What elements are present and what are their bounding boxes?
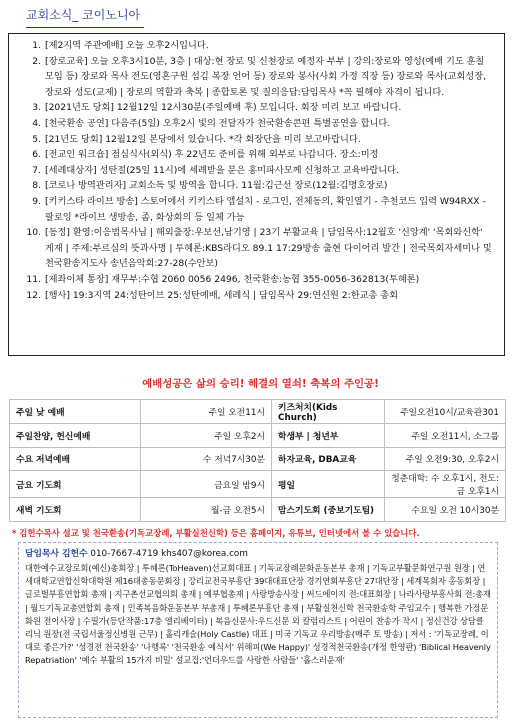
service-time: 수 저녁7시30분 [141, 447, 272, 471]
list-item [19, 288, 494, 304]
service-name: 평일 [272, 471, 385, 498]
item-number: 9. [32, 195, 41, 207]
item-number: 2. [32, 55, 41, 67]
item-text: [제좌이체 통장] 재무부:수협 2060 0056 2496, 천국환송:농협 355-0056-362813(투혜론) [45, 273, 420, 285]
service-name: 학생부 | 청년부 [272, 424, 385, 448]
item-number: 5. [32, 133, 41, 145]
pastor-contact: 010-7667-4719 khs407@korea.com [90, 549, 248, 559]
item-number: 6. [32, 149, 41, 161]
item-text: [키키스타 라이브 방송] 스토어에서 키키스타 앱설치 - 로그인, 전체동의, 확인열기 - 추천코드 입력 W94RXX - 팔로잉 *라이브 생방송, 좀, 화상회의 등 일체 가능 [45, 195, 486, 223]
pastor-title: 담임목사 김헌수 [25, 549, 88, 559]
pastor-profile [18, 542, 498, 718]
item-text: [동정] 환영:이응범목사님 | 해외출장:우보선,남기영 | 23기 부활교육 | 담임목사:12월호 '신앙계' '목회와신학' 게재 | 주제:부르심의 뜻과사명 | 투혜론:KBS라디오 89.1 17:29방송 출현 다이어리 발간 | 전국목회자세미나 및 천국환송지도사 송년음악회:27-28(수안보) [45, 227, 492, 270]
pastor-bio: 대한예수교장로회(예신)총회장 | 투혜론(ToHeaven)선교회대표 | 기독교장례문화운동본부 총재 | 기독교부활문화연구원 원장 | 연세대학교연합신학대학원 제16대총동문회장 | 강리교전국부흥단 39대대표단장 경기연회부흥단 27대단장 | 세계목회자 홍동회장 | 글로벌부흥연합회 총재 | 지구촌선교협의회 총재 | 예부협총재 | 사랑방송사장 | 써드에이지 전:대표회장 | 나라사랑부흥사회 전:총재 | 월드기독교총연합회 총재 | 민족복음화운동본부 부총재 | 투혜론부흥단 총재 | 부활실천신학 천국환송학 주임교수 | 행복한 가정문화원 전이사장 | 수필가(등단작품:17층 엘리베이터) | 복음신문사:우드신문 외 칼럼리스트 | 어린이 찬송가 작시 | 정신건강 상담클리닉 원장(전 국립서울정신병원 근무) | 홀리캐슬(Holy Castle) 대표 | 미국 기독교 우리방송(매주 토 방송) | 저서 : '기독교장례, 이대로 좋은가?' '성경전 천국환송' '나행록' '천국환송 예식서' 위해피(We Happy)' 성경적천국환송(개정 한영판) 'Biblical Heavenly Repatriation' '예수 부활의 15가지 비밀' 설교집:'언더우드를 사랑한 사람들' '홀스러운재' [25, 563, 491, 666]
list-item [19, 54, 494, 101]
list-item [19, 225, 494, 272]
item-number: 3. [32, 102, 41, 114]
service-time: 주일오전10시/교육관301 [385, 400, 506, 424]
notice-list [9, 34, 504, 303]
service-name: 새벽 기도회 [10, 498, 141, 522]
table-row [10, 498, 506, 522]
item-text: [전교인 워크숍] 점심식사(외식) 후 22년도 준비를 위해 외부로 나갑니다. 장소:미정 [45, 149, 379, 161]
service-name: 수요 저녁예배 [10, 447, 141, 471]
service-name: 키즈처치(Kids Church) [272, 400, 385, 424]
list-item [19, 163, 494, 179]
table-row [10, 424, 506, 448]
service-time: 주일 오전11시, 소그룹 [385, 424, 506, 448]
service-name: 맘스기도회 (중보기도팀) [272, 498, 385, 522]
service-name: 하자교육, DBA교육 [272, 447, 385, 471]
service-time: 주일 오후2시 [141, 424, 272, 448]
service-time: 청춘대학: 수 오후1시, 전도: 금 오후1시 [385, 471, 506, 498]
service-time: 주일 오전11시 [141, 400, 272, 424]
profile-header [25, 547, 491, 562]
service-time: 월-금 오전5시 [141, 498, 272, 522]
item-number: 8. [32, 180, 41, 192]
item-text: [행사] 19:3지역 24:성탄이브 25:성탄예배, 세례식 | 담임목사 29:연신원 2:한교총 총회 [45, 289, 399, 301]
list-item [19, 38, 494, 54]
item-text: [장로교육] 오늘 오후3시10분, 3층 | 대상:현 장로 및 신천장로 예정자 부부 | 강의:장로와 영성(예배 기도 훈칠 모임 등) 장로와 목사 전도(영혼구원 섬김 복장 언어 등) 장로와 봉사(사회 가정 직장 등) 장로와 목사(교회성장, 장로와 성도(교제) | 장로의 역할과 축복 | 종합토론 및 질의응답:담임목사 *꼭 필해야 자격이 됩니다. [45, 55, 486, 98]
table-row [10, 400, 506, 424]
list-item [19, 100, 494, 116]
item-number: 11. [26, 273, 41, 285]
item-number: 10. [26, 227, 41, 239]
list-item [19, 178, 494, 194]
item-number: 12. [26, 289, 41, 301]
service-time: 주일 오전9:30, 오후2시 [385, 447, 506, 471]
media-notice: * 김헌수목사 설교 및 천국환송(기독교장례, 부활실천신학) 등은 홈페이지, 유튜브, 인터넷에서 볼 수 있습니다. [12, 528, 420, 538]
service-name: 주일찬양, 헌신예배 [10, 424, 141, 448]
item-text: [21년도 당회] 12월12일 본당에서 있습니다. *각 회장단을 미리 보고바랍니다. [45, 133, 361, 145]
slogan: 예배성공은 삶의 승리! 해결의 열쇠! 축복의 주인공! [142, 378, 379, 390]
table-row [10, 471, 506, 498]
worship-schedule-table [9, 399, 506, 522]
service-name: 금요 기도회 [10, 471, 141, 498]
list-item [19, 147, 494, 163]
item-number: 1. [32, 40, 41, 51]
item-text: [천국환송 공연] 다음주(5일) 오후2시 빛의 전달자가 천국환송콘편 특별공연을 합니다. [45, 117, 391, 129]
item-text: [세례대상자] 성탄절(25일 11시)에 세례받을 분은 홍미파사모께 신청하고 교육바랍니다. [45, 164, 399, 176]
notice-box [8, 33, 505, 356]
page-title: 교회소식_ 코이노니아 [26, 5, 144, 28]
item-text: [코로나 방역관리자] 교회소독 및 방역을 합니다. 11월:김근선 장로(12월:김명호장로) [45, 180, 388, 192]
service-time: 수요일 오전 10시30분 [385, 498, 506, 522]
item-text: [제2지역 주관예배] 오늘 오후2시입니다. [45, 40, 209, 51]
item-number: 7. [32, 164, 41, 176]
table-row [10, 447, 506, 471]
list-item [19, 132, 494, 148]
service-name: 주일 낮 예배 [10, 400, 141, 424]
list-item [19, 116, 494, 132]
service-time: 금요일 밤9시 [141, 471, 272, 498]
item-number: 4. [32, 117, 41, 129]
item-text: [2021년도 당회] 12월12일 12시30분(주일예배 후) 모입니다. 회장 미리 보고 바랍니다. [45, 102, 402, 114]
list-item [19, 194, 494, 225]
list-item [19, 272, 494, 288]
